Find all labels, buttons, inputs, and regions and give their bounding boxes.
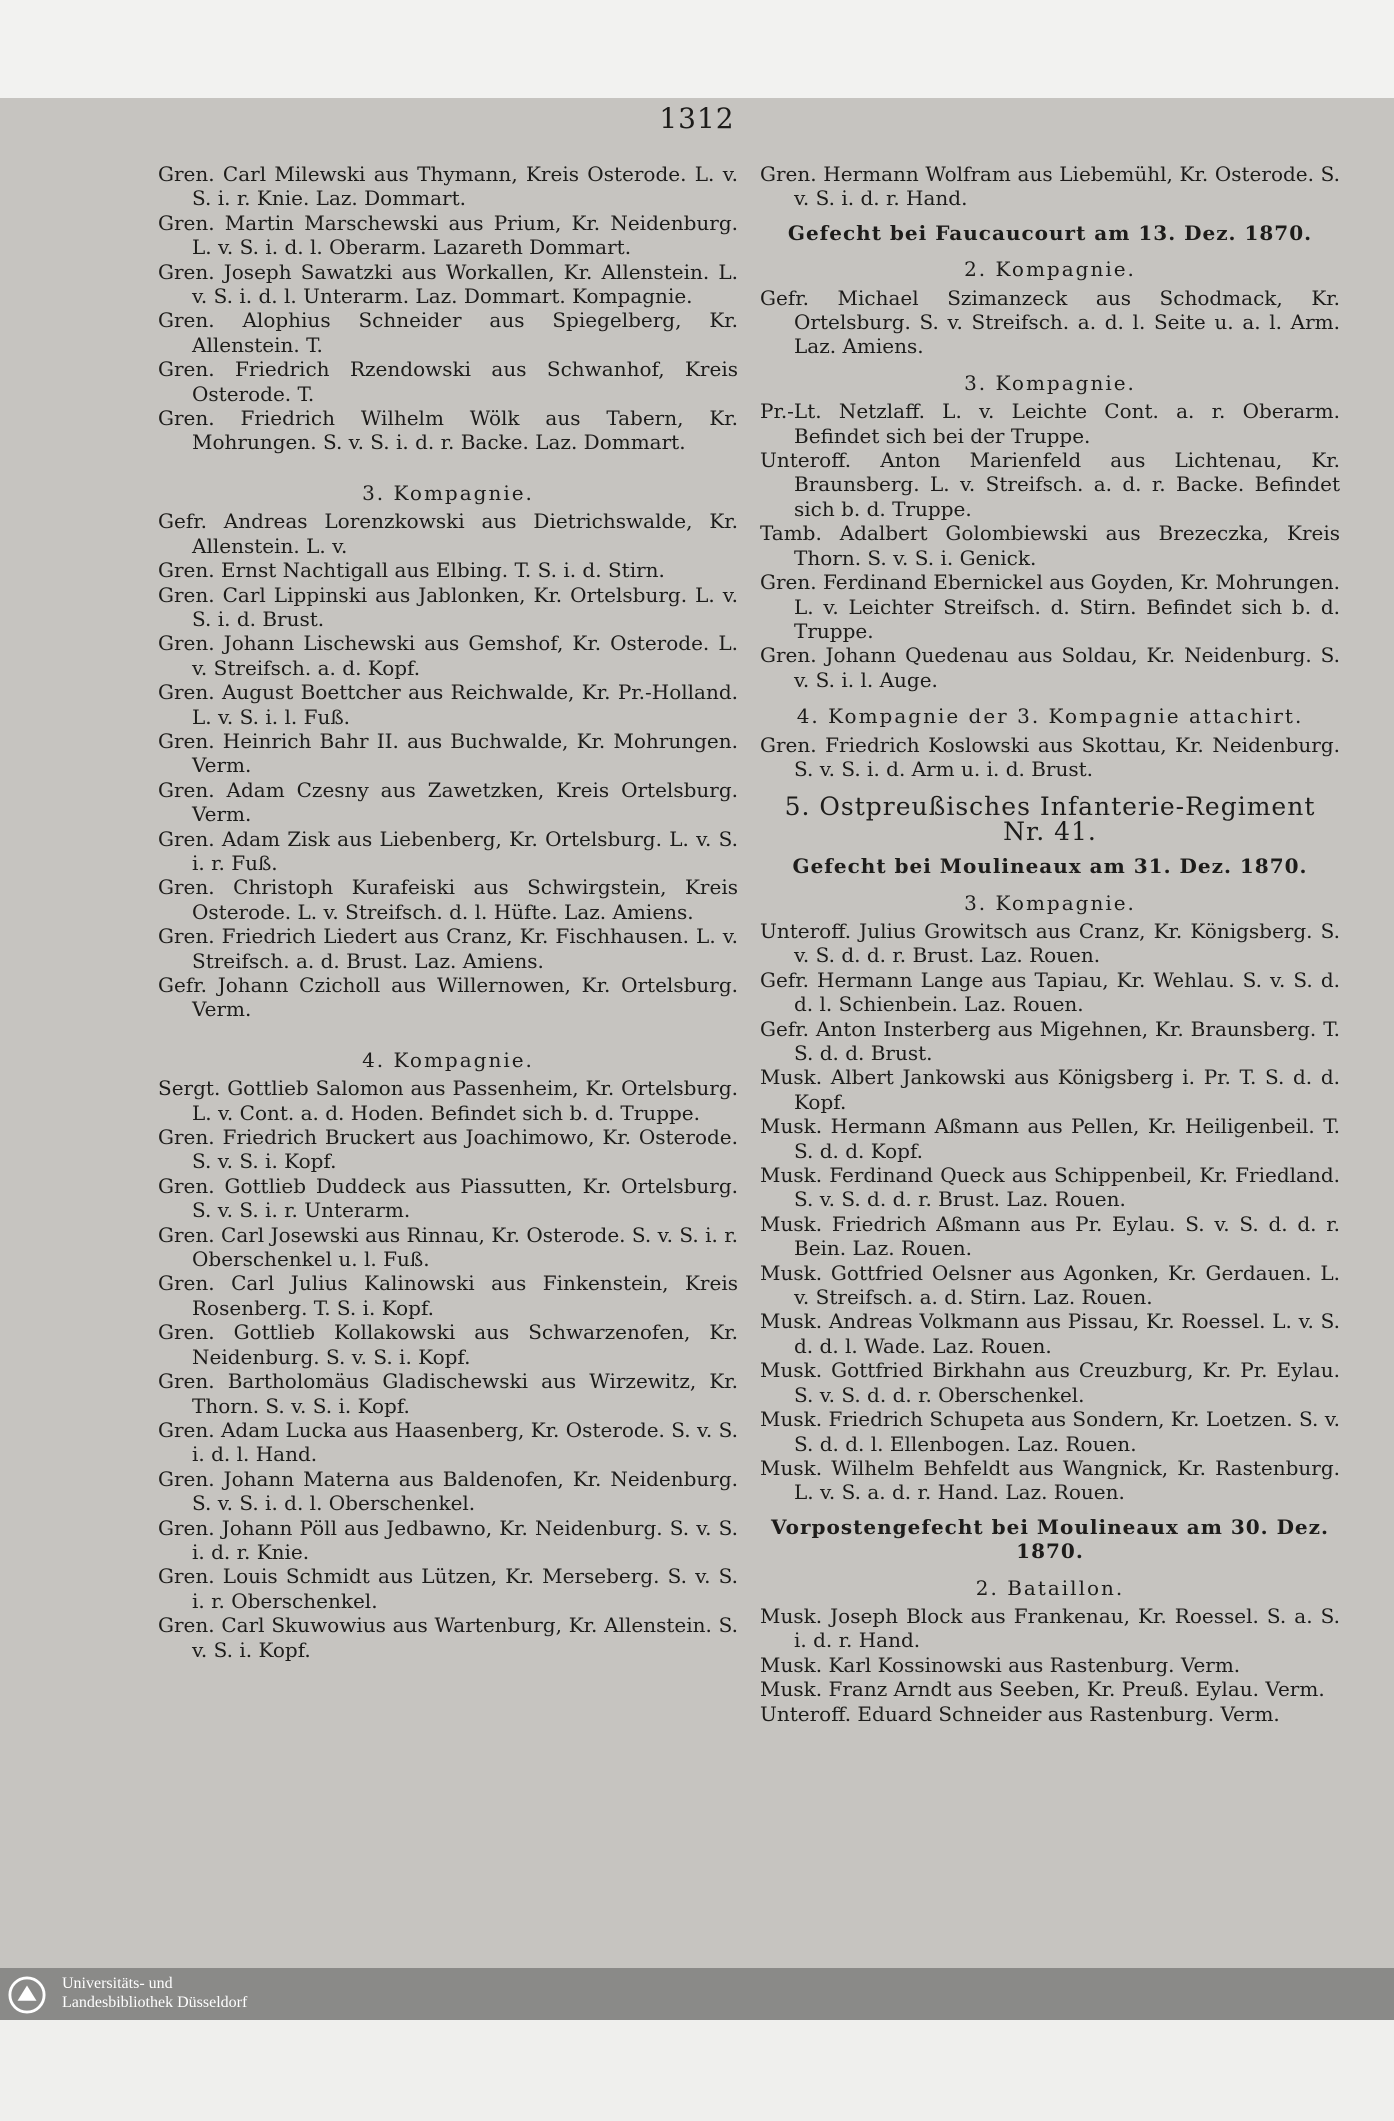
casualty-entry: Musk. Hermann Aßmann aus Pellen, Kr. Heiligenbeil. T. S. d. d. Kopf. — [760, 1114, 1340, 1163]
company-heading: 4. Kompagnie der 3. Kompagnie attachirt. — [796, 704, 1304, 729]
casualty-entry: Musk. Gottfried Birkhahn aus Creuzburg, Kr. Pr. Eylau. S. v. S. d. d. r. Oberschenkel. — [760, 1358, 1340, 1407]
casualty-entry: Gren. Joseph Sawatzki aus Workallen, Kr. Allenstein. L. v. S. i. d. l. Unterarm. Laz. Dommart. Kompagnie. — [158, 259, 738, 309]
casualty-entry: Musk. Andreas Volkmann aus Pissau, Kr. Roessel. L. v. S. d. d. l. Wade. Laz. Rouen. — [760, 1309, 1340, 1358]
casualty-entry: Gren. Carl Milewski aus Thymann, Kreis Osterode. L. v. S. i. r. Knie. Laz. Dommart. — [158, 162, 738, 211]
page-number: 1312 — [659, 102, 735, 135]
casualty-entry: Gren. Carl Skuwowius aus Wartenburg, Kr. Allenstein. S. v. S. i. Kopf. — [158, 1613, 738, 1662]
casualty-entry: Gren. Friedrich Koslowski aus Skottau, Kr. Neidenburg. S. v. S. i. d. Arm u. i. d. Brust. — [760, 732, 1340, 781]
regiment-heading: 5. Ostpreußisches Infanterie-Regiment Nr. 41. — [784, 792, 1316, 846]
casualty-entry: Musk. Karl Kossinowski aus Rastenburg. Verm. — [760, 1652, 1241, 1677]
casualty-entry: Gren. Friedrich Rzendowski aus Schwanhof, Kreis Osterode. T. — [158, 357, 738, 406]
casualty-entry: Gren. Johann Materna aus Baldenofen, Kr. Neidenburg. S. v. S. i. d. l. Oberschenkel. — [158, 1466, 738, 1516]
casualty-entry: Sergt. Gottlieb Salomon aus Passenheim, Kr. Ortelsburg. L. v. Cont. a. d. Hoden. Befindet sich b. d. Truppe. — [158, 1076, 738, 1125]
casualty-entry: Gren. Carl Julius Kalinowski aus Finkenstein, Kreis Rosenberg. T. S. i. Kopf. — [158, 1271, 738, 1320]
casualty-entry: Gren. Adam Zisk aus Liebenberg, Kr. Ortelsburg. L. v. S. i. r. Fuß. — [158, 826, 738, 875]
company-heading: 3. Kompagnie. — [964, 370, 1136, 395]
casualty-entry: Unteroff. Eduard Schneider aus Rastenburg. Verm. — [760, 1701, 1280, 1726]
casualty-entry: Gren. Gottlieb Kollakowski aus Schwarzenofen, Kr. Neidenburg. S. v. S. i. Kopf. — [158, 1320, 738, 1369]
casualty-entry: Gren. Carl Lippinski aus Jablonken, Kr. Ortelsburg. L. v. S. i. d. Brust. — [158, 582, 738, 631]
casualty-entry: Gren. Adam Lucka aus Haasenberg, Kr. Osterode. S. v. S. i. d. l. Hand. — [158, 1417, 738, 1467]
casualty-entry: Gren. Hermann Wolfram aus Liebemühl, Kr. Osterode. S. v. S. i. d. r. Hand. — [760, 162, 1340, 211]
casualty-entry: Musk. Gottfried Oelsner aus Agonken, Kr. Gerdauen. L. v. Streifsch. a. d. Stirn. Laz. Rouen. — [760, 1260, 1340, 1310]
library-footer — [0, 1968, 1394, 2020]
battle-heading: Gefecht bei Faucaucourt am 13. Dez. 1870. — [787, 220, 1313, 245]
casualty-entry: Gren. Friedrich Liedert aus Cranz, Kr. Fischhausen. L. v. Streifsch. a. d. Brust. Laz. Amiens. — [158, 924, 738, 973]
casualty-entry: Gren. August Boettcher aus Reichwalde, Kr. Pr.-Holland. L. v. S. i. l. Fuß. — [158, 680, 738, 729]
casualty-entry: Musk. Albert Jankowski aus Königsberg i. Pr. T. S. d. d. Kopf. — [760, 1065, 1340, 1114]
casualty-entry: Gren. Ferdinand Ebernickel aus Goyden, Kr. Mohrungen. L. v. Leichter Streifsch. d. Stirn. Befindet sich b. d. Truppe. — [760, 570, 1340, 643]
casualty-entry: Gren. Martin Marschewski aus Prium, Kr. Neidenburg. L. v. S. i. d. l. Oberarm. Lazareth Dommart. — [158, 210, 738, 260]
casualty-entry: Gren. Alophius Schneider aus Spiegelberg, Kr. Allenstein. T. — [158, 308, 738, 357]
top-margin — [0, 0, 1394, 98]
casualty-entry: Musk. Joseph Block aus Frankenau, Kr. Roessel. S. a. S. i. d. r. Hand. — [760, 1603, 1340, 1653]
casualty-entry: Gefr. Michael Szimanzeck aus Schodmack, Kr. Ortelsburg. S. v. Streifsch. a. d. l. Seite u. a. l. Arm. Laz. Amiens. — [760, 285, 1340, 359]
casualty-entry: Gefr. Anton Insterberg aus Migehnen, Kr. Braunsberg. T. S. d. d. Brust. — [760, 1016, 1340, 1065]
casualty-entry: Gefr. Andreas Lorenzkowski aus Dietrichswalde, Kr. Allenstein. L. v. — [158, 509, 738, 558]
battle-heading: Gefecht bei Moulineaux am 31. Dez. 1870. — [792, 854, 1308, 879]
casualty-entry: Gren. Gottlieb Duddeck aus Piassutten, Kr. Ortelsburg. S. v. S. i. r. Unterarm. — [158, 1173, 738, 1223]
library-name-line2: Landesbibliothek Düsseldorf — [62, 1994, 248, 2011]
casualty-entry: Gren. Heinrich Bahr II. aus Buchwalde, Kr. Mohrungen. Verm. — [158, 728, 738, 778]
casualty-entry: Musk. Friedrich Schupeta aus Sondern, Kr. Loetzen. S. v. S. d. d. l. Ellenbogen. Laz. Rouen. — [760, 1407, 1340, 1456]
company-heading: 3. Kompagnie. — [362, 480, 534, 505]
casualty-entry: Musk. Friedrich Aßmann aus Pr. Eylau. S. v. S. d. d. r. Bein. Laz. Rouen. — [760, 1211, 1340, 1261]
casualty-entry: Musk. Ferdinand Queck aus Schippenbeil, Kr. Friedland. S. v. S. d. d. r. Brust. Laz. Rouen. — [760, 1163, 1340, 1212]
casualty-entry: Gren. Ernst Nachtigall aus Elbing. T. S. i. d. Stirn. — [158, 558, 665, 583]
casualty-entry: Pr.-Lt. Netzlaff. L. v. Leichte Cont. a. r. Oberarm. Befindet sich bei der Truppe. — [760, 399, 1340, 448]
company-heading: 2. Bataillon. — [975, 1575, 1125, 1600]
casualty-entry: Unteroff. Julius Growitsch aus Cranz, Kr. Königsberg. S. v. S. d. d. r. Brust. Laz. Rouen. — [760, 918, 1340, 968]
casualty-entry: Gren. Johann Quedenau aus Soldau, Kr. Neidenburg. S. v. S. i. l. Auge. — [760, 643, 1340, 692]
left-column — [158, 162, 738, 1662]
casualty-entry: Musk. Franz Arndt aus Seeben, Kr. Preuß. Eylau. Verm. — [760, 1677, 1325, 1702]
library-name-line1: Universitäts- und — [62, 1975, 173, 1992]
casualty-entry: Gren. Louis Schmidt aus Lützen, Kr. Merseberg. S. v. S. i. r. Oberschenkel. — [158, 1564, 738, 1613]
right-column — [760, 162, 1340, 1726]
company-heading: 3. Kompagnie. — [964, 890, 1136, 915]
casualty-entry: Gren. Christoph Kurafeiski aus Schwirgstein, Kreis Osterode. L. v. Streifsch. d. l. Hüfte. Laz. Amiens. — [158, 875, 738, 924]
casualty-entry: Gefr. Johann Czicholl aus Willernowen, Kr. Ortelsburg. Verm. — [158, 973, 738, 1022]
casualty-entry: Gren. Bartholomäus Gladischewski aus Wirzewitz, Kr. Thorn. S. v. S. i. Kopf. — [158, 1369, 738, 1418]
casualty-entry: Tamb. Adalbert Golombiewski aus Brezeczka, Kreis Thorn. S. v. S. i. Genick. — [760, 521, 1340, 570]
casualty-entry: Gren. Carl Josewski aus Rinnau, Kr. Osterode. S. v. S. i. r. Oberschenkel u. l. Fuß. — [158, 1222, 738, 1272]
casualty-entry: Musk. Wilhelm Behfeldt aus Wangnick, Kr. Rastenburg. L. v. S. a. d. r. Hand. Laz. Rouen. — [760, 1455, 1340, 1505]
casualty-entry: Gren. Johann Pöll aus Jedbawno, Kr. Neidenburg. S. v. S. i. d. r. Knie. — [158, 1515, 738, 1564]
casualty-entry: Gren. Adam Czesny aus Zawetzken, Kreis Ortelsburg. Verm. — [158, 777, 738, 827]
company-heading: 2. Kompagnie. — [964, 257, 1136, 282]
company-heading: 4. Kompagnie. — [362, 1047, 534, 1072]
casualty-entry: Gren. Friedrich Wilhelm Wölk aus Tabern, Kr. Mohrungen. S. v. S. i. d. r. Backe. Laz. Dommart. — [158, 406, 738, 455]
ulb-logo-icon — [8, 1976, 46, 2014]
casualty-entry: Gren. Johann Lischewski aus Gemshof, Kr. Osterode. L. v. Streifsch. a. d. Kopf. — [158, 631, 738, 680]
library-name — [62, 1974, 247, 2012]
casualty-entry: Unteroff. Anton Marienfeld aus Lichtenau, Kr. Braunsberg. L. v. Streifsch. a. d. r. Backe. Befindet sich b. d. Truppe. — [760, 448, 1340, 521]
casualty-entry: Gren. Friedrich Bruckert aus Joachimowo, Kr. Osterode. S. v. S. i. Kopf. — [158, 1125, 738, 1174]
battle-heading: Vorpostengefecht bei Moulineaux am 30. Dez. 1870. — [771, 1514, 1329, 1564]
casualty-entry: Gefr. Hermann Lange aus Tapiau, Kr. Wehlau. S. v. S. d. d. l. Schienbein. Laz. Rouen. — [760, 967, 1340, 1017]
